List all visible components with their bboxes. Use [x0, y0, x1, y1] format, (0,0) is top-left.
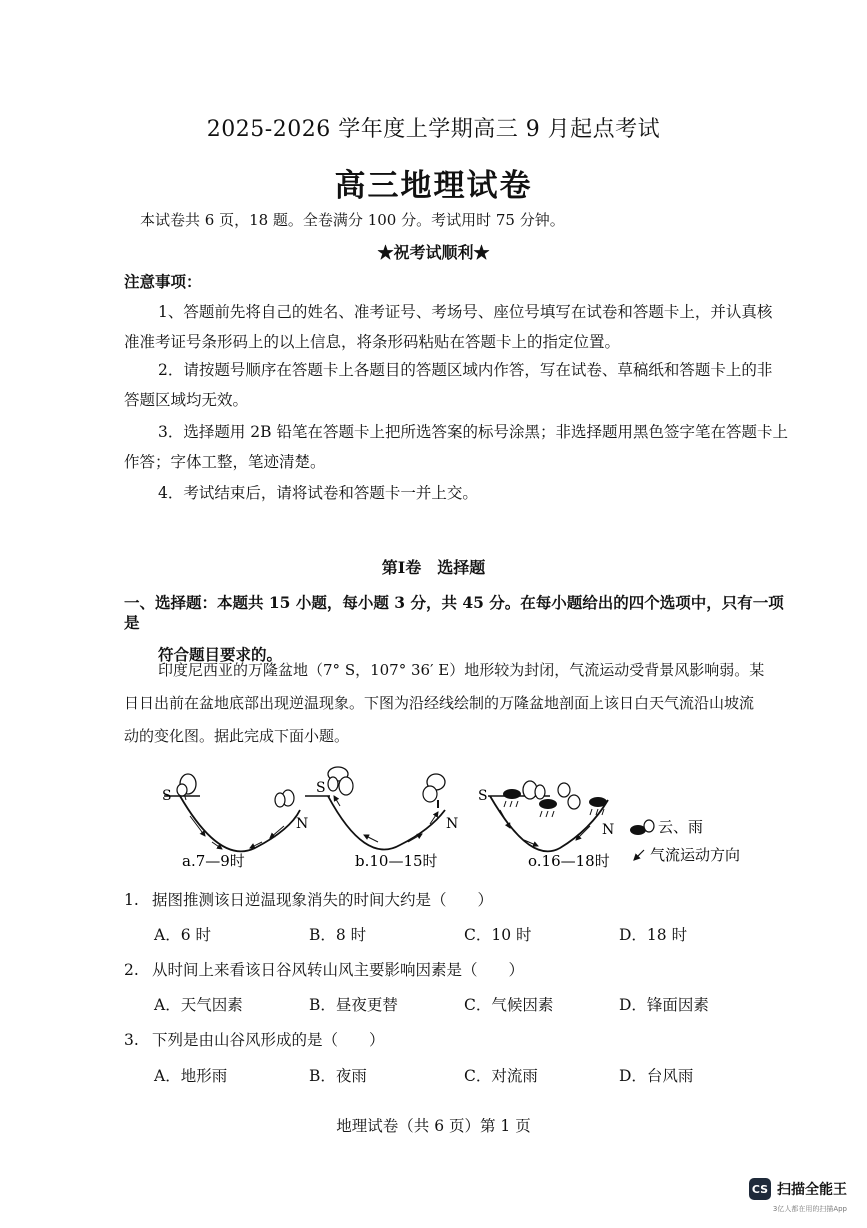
- option: D．锋面因素: [619, 996, 709, 1014]
- figure-panel-a: [162, 774, 308, 870]
- cloud-icon: [177, 774, 196, 796]
- instruction-line: 符合题目要求的。: [158, 645, 283, 664]
- option: A．天气因素: [154, 996, 243, 1014]
- note-line: 2．请按题号顺序在答题卡上各题目的答题区域内作答，写在试卷、草稿纸和答题卡上的非: [158, 361, 773, 379]
- option: C．10 时: [464, 926, 532, 944]
- page-footer: 地理试卷（共 6 页）第 1 页: [336, 1117, 531, 1135]
- legend-cloud-label: 云、雨: [658, 818, 704, 836]
- option: B．夜雨: [309, 1067, 367, 1085]
- rain-cloud-icon: [503, 789, 521, 807]
- panel-label-s: S: [316, 780, 326, 796]
- cloud-icon: [328, 767, 353, 795]
- question-2: [124, 958, 524, 980]
- panel-caption: a.7—9时: [182, 852, 245, 870]
- note-item: [124, 360, 792, 410]
- note-line: 作答；字体工整，笔迹清楚。: [124, 453, 326, 471]
- question-2-options: [154, 993, 774, 1015]
- panel-label-n: N: [446, 816, 459, 832]
- note-line: 4．考试结束后，请将试卷和答题卡一并上交。: [158, 484, 478, 502]
- exam-intro: 本试卷共 6 页，18 题。全卷满分 100 分。考试用时 75 分钟。: [140, 211, 565, 229]
- flow-arrow-icon: [634, 850, 644, 860]
- passage-line: 印度尼西亚的万隆盆地（7° S，107° 36′ E）地形较为封闭，气流运动受背景风影响弱。某: [158, 661, 765, 679]
- passage-line: 动的变化图。据此完成下面小题。: [124, 727, 350, 745]
- camscanner-logo-icon: CS: [749, 1178, 771, 1200]
- cloud-icon: [423, 774, 445, 808]
- passage-line: 日日出前在盆地底部出现逆温现象。下图为沿经线绘制的万隆盆地剖面上该日白天气流沿山坡流: [124, 694, 755, 712]
- panel-label-n: N: [296, 816, 309, 832]
- question-stem: 据图推测该日逆温现象消失的时间大约是（ ）: [152, 891, 494, 909]
- cloud-icon: [558, 783, 570, 797]
- option: B．8 时: [309, 926, 367, 944]
- question-number: 3.: [124, 1031, 139, 1049]
- cloud-icon: [568, 795, 580, 809]
- question-1: [124, 888, 493, 910]
- legend-flow-label: 气流运动方向: [650, 846, 741, 864]
- question-number: 2.: [124, 961, 139, 979]
- exam-main-title: 高三地理试卷: [334, 168, 533, 204]
- scanner-watermark: [749, 1178, 847, 1200]
- watermark-name: 扫描全能王: [777, 1182, 847, 1198]
- option: A．地形雨: [154, 1067, 228, 1085]
- option: D．18 时: [619, 926, 688, 944]
- question-1-options: [154, 923, 774, 945]
- panel-label-s: S: [162, 788, 172, 804]
- valley-wind-figure: [150, 760, 770, 880]
- figure-panel-c: [478, 781, 614, 870]
- panel-label-n: N: [602, 822, 615, 838]
- question-3: [124, 1028, 385, 1050]
- option: C．气候因素: [464, 996, 554, 1014]
- exam-blessing: ★祝考试顺利★: [377, 243, 490, 262]
- note-item: [124, 302, 792, 352]
- watermark-tagline: 3亿人都在用的扫描App: [772, 1205, 847, 1213]
- panel-caption: b.10—15时: [355, 852, 438, 870]
- note-line: 3．选择题用 2B 铅笔在答题卡上把所选答案的标号涂黑；非选择题用黑色签字笔在答题卡上: [158, 423, 788, 441]
- note-item: [124, 422, 792, 472]
- passage: [124, 660, 792, 746]
- cloud-icon: [275, 790, 294, 807]
- question-number: 1.: [124, 891, 139, 909]
- question-3-options: [154, 1064, 774, 1086]
- note-item: [124, 483, 792, 503]
- option: B．昼夜更替: [309, 996, 398, 1014]
- section-instruction: [124, 593, 794, 665]
- question-stem: 从时间上来看该日谷风转山风主要影响因素是（ ）: [152, 961, 525, 979]
- figure-legend: [630, 818, 740, 864]
- option: D．台风雨: [619, 1067, 694, 1085]
- note-line: 答题区域均无效。: [124, 391, 249, 409]
- figure-panel-b: [305, 767, 458, 870]
- panel-label-s: S: [478, 788, 488, 804]
- option: C．对流雨: [464, 1067, 538, 1085]
- cloud-icon: [523, 781, 545, 799]
- option: A．6 时: [154, 926, 211, 944]
- exam-header-title: 2025-2026 学年度上学期高三 9 月起点考试: [206, 117, 661, 142]
- note-line: 准准考证号条形码上的以上信息，将条形码粘贴在答题卡上的指定位置。: [124, 333, 621, 351]
- note-line: 1、答题前先将自己的姓名、准考证号、考场号、座位号填写在试卷和答题卡上，并认真核: [158, 303, 773, 321]
- cloud-rain-legend-icon: [630, 820, 654, 835]
- notes-heading: 注意事项：: [124, 272, 202, 291]
- panel-caption: o.16—18时: [528, 852, 610, 870]
- rain-cloud-icon: [539, 799, 557, 817]
- section-heading: 第Ⅰ卷 选择题: [381, 558, 486, 577]
- instruction-line: 一、选择题：本题共 15 小题，每小题 3 分，共 45 分。在每小题给出的四个选项中，只有一项是: [124, 593, 784, 632]
- question-stem: 下列是由山谷风形成的是（ ）: [152, 1031, 385, 1049]
